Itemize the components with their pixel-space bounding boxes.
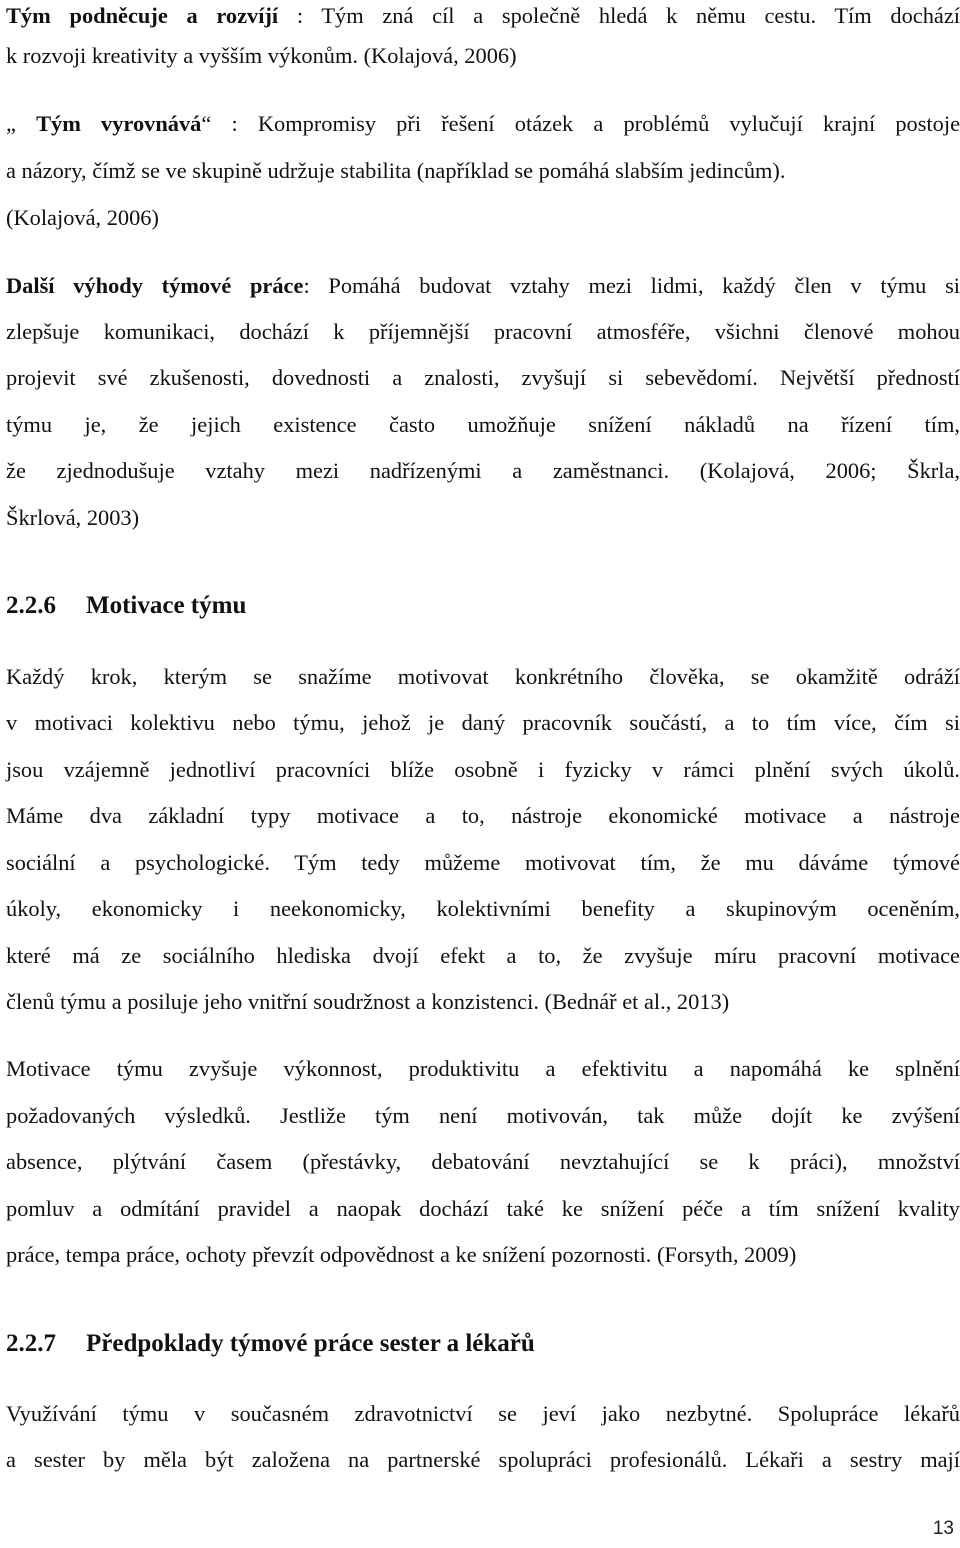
paragraph-line: sociální a psychologické. Tým tedy můžeme motivovat tím, že mu dáváme týmové bbox=[6, 850, 960, 875]
paragraph-line: práce, tempa práce, ochoty převzít odpovědnost a ke snížení pozornosti. (Forsyth, 2009) bbox=[6, 1242, 797, 1267]
section-title: Motivace týmu bbox=[86, 592, 247, 619]
line-text: : Pomáhá budovat vztahy mezi lidmi, každý člen v týmu si bbox=[303, 273, 960, 298]
bold-term: Další výhody týmové práce bbox=[6, 273, 304, 298]
line-text: “ : Kompromisy při řešení otázek a problémů vylučují krajní postoje bbox=[201, 111, 960, 136]
paragraph-line: které má ze sociálního hlediska dvojí efekt a to, že zvyšuje míru pracovní motivace bbox=[6, 943, 960, 968]
paragraph-line: úkoly, ekonomicky i neekonomicky, kolektivními benefity a skupinovým oceněním, bbox=[6, 896, 960, 921]
page-number: 13 bbox=[932, 1518, 954, 1539]
section-number: 2.2.7 bbox=[6, 1330, 56, 1357]
paragraph-line: a sester by měla být založena na partnerské spolupráci profesionálů. Lékaři a sestry mají bbox=[6, 1447, 960, 1472]
paragraph-line: týmu je, že jejich existence často umožňuje snížení nákladů na řízení tím, bbox=[6, 412, 960, 437]
opening-quote: „ bbox=[6, 111, 37, 136]
line-text: : Tým zná cíl a společně hledá k němu cestu. Tím dochází bbox=[278, 3, 960, 28]
paragraph-line: Škrlová, 2003) bbox=[6, 505, 140, 530]
section-title: Předpoklady týmové práce sester a lékařů bbox=[86, 1330, 535, 1357]
paragraph-line: a názory, čímž se ve skupině udržuje stabilita (například se pomáhá slabším jedincům). bbox=[6, 158, 786, 183]
paragraph-line: jsou vzájemně jednotliví pracovníci blíže osobně i fyzicky v rámci plnění svých úkolů. bbox=[6, 757, 960, 782]
paragraph-line: že zjednodušuje vztahy mezi nadřízenými a zaměstnanci. (Kolajová, 2006; Škrla, bbox=[6, 458, 960, 483]
paragraph-line bbox=[6, 108, 960, 140]
paragraph-line: členů týmu a posiluje jeho vnitřní soudržnost a konzistenci. (Bednář et al., 2013) bbox=[6, 989, 730, 1014]
paragraph-line: absence, plýtvání časem (přestávky, debatování nevztahující se k práci), množství bbox=[6, 1149, 960, 1174]
paragraph-line: k rozvoji kreativity a vyšším výkonům. (Kolajová, 2006) bbox=[6, 43, 517, 68]
paragraph-line bbox=[6, 270, 960, 302]
paragraph-line: Motivace týmu zvyšuje výkonnost, produktivitu a efektivitu a napomáhá ke splnění bbox=[6, 1056, 960, 1081]
paragraph-line: požadovaných výsledků. Jestliže tým není motivován, tak může dojít ke zvýšení bbox=[6, 1103, 960, 1128]
paragraph-line: (Kolajová, 2006) bbox=[6, 205, 159, 230]
paragraph-line: projevit své zkušenosti, dovednosti a znalosti, zvyšují si sebevědomí. Největší předností bbox=[6, 365, 960, 390]
section-number: 2.2.6 bbox=[6, 592, 56, 619]
paragraph-line: Máme dva základní typy motivace a to, nástroje ekonomické motivace a nástroje bbox=[6, 803, 960, 828]
paragraph-line: v motivaci kolektivu nebo týmu, jehož je daný pracovník součástí, a to tím více, čím si bbox=[6, 710, 960, 735]
paragraph-line: Využívání týmu v současném zdravotnictví se jeví jako nezbytné. Spolupráce lékařů bbox=[6, 1401, 960, 1426]
paragraph-line: Každý krok, kterým se snažíme motivovat konkrétního člověka, se okamžitě odráží bbox=[6, 664, 960, 689]
section-heading bbox=[6, 589, 960, 623]
bold-term: Tým vyrovnává bbox=[36, 111, 202, 136]
bold-term: Tým podněcuje a rozvíjí bbox=[6, 3, 279, 28]
paragraph-line: zlepšuje komunikaci, dochází k příjemnější pracovní atmosféře, všichni členové mohou bbox=[6, 319, 960, 344]
paragraph-line: pomluv a odmítání pravidel a naopak dochází také ke snížení péče a tím snížení kvality bbox=[6, 1196, 960, 1221]
paragraph-line bbox=[6, 0, 960, 32]
section-heading bbox=[6, 1327, 960, 1361]
